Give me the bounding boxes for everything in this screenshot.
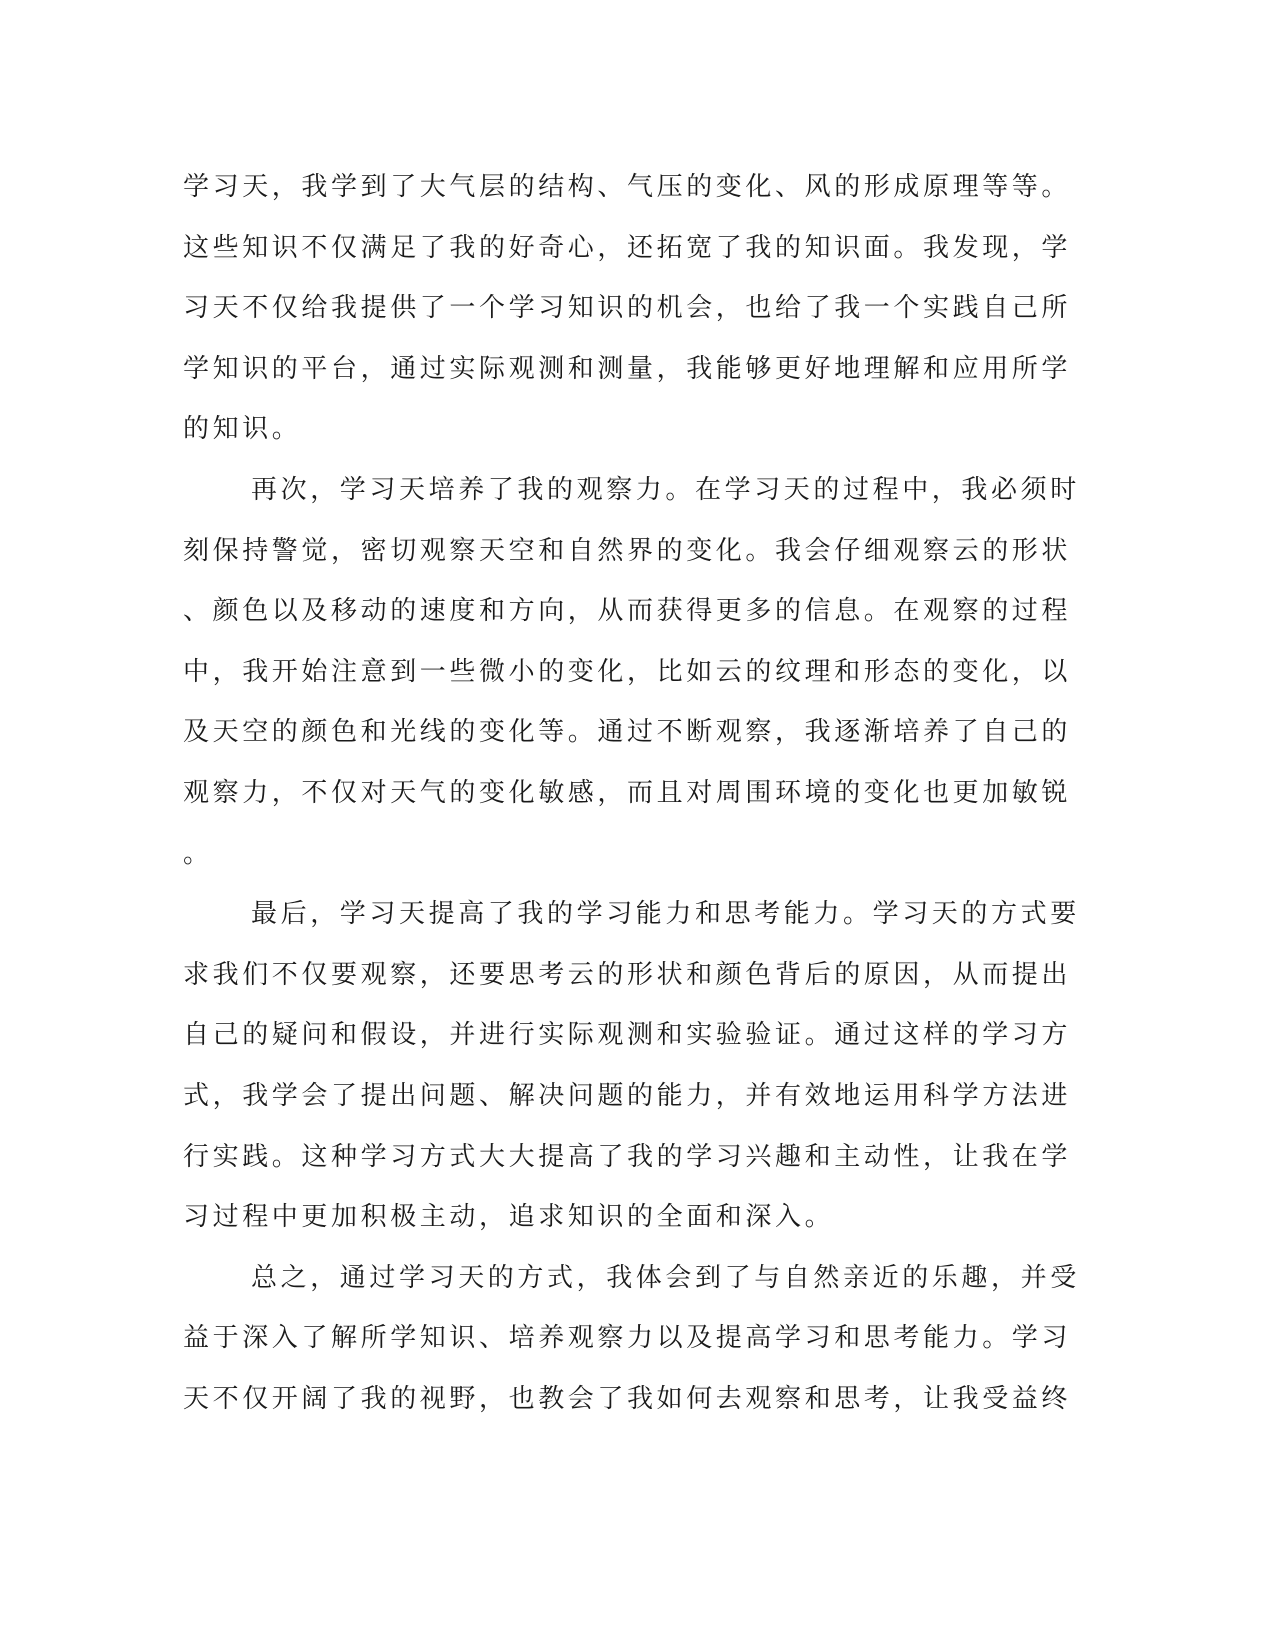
paragraph-2: [183, 460, 1080, 884]
text-line: 再次，学习天培养了我的观察力。在学习天的过程中，我必须时: [251, 474, 1080, 505]
text-line: 益于深入了解所学知识、培养观察力以及提高学习和思考能力。学习: [183, 1323, 1072, 1354]
text-line: 最后，学习天提高了我的学习能力和思考能力。学习天的方式要: [251, 899, 1080, 930]
paragraph-3: [183, 884, 1080, 1248]
text-line: 的知识。: [183, 414, 302, 445]
text-line: 学知识的平台，通过实际观测和测量，我能够更好地理解和应用所学: [183, 353, 1072, 384]
text-line: 观察力，不仅对天气的变化敏感，而且对周围环境的变化也更加敏锐: [183, 777, 1072, 808]
text-line: 及天空的颜色和光线的变化等。通过不断观察，我逐渐培养了自己的: [183, 717, 1072, 748]
paragraph-4: [183, 1248, 1080, 1430]
text-line: 这些知识不仅满足了我的好奇心，还拓宽了我的知识面。我发现，学: [183, 232, 1072, 263]
text-line: 自己的疑问和假设，并进行实际观测和实验验证。通过这样的学习方: [183, 1020, 1072, 1051]
text-line: 行实践。这种学习方式大大提高了我的学习兴趣和主动性，让我在学: [183, 1141, 1072, 1172]
text-line: 刻保持警觉，密切观察天空和自然界的变化。我会仔细观察云的形状: [183, 535, 1072, 566]
text-line: 天不仅开阔了我的视野，也教会了我如何去观察和思考，让我受益终: [183, 1383, 1072, 1414]
text-line: 。: [183, 838, 213, 869]
text-line: 学习天，我学到了大气层的结构、气压的变化、风的形成原理等等。: [183, 172, 1072, 202]
text-line: 中，我开始注意到一些微小的变化，比如云的纹理和形态的变化，以: [183, 656, 1072, 687]
text-line: 求我们不仅要观察，还要思考云的形状和颜色背后的原因，从而提出: [183, 959, 1072, 990]
body-text: [183, 157, 1080, 1429]
text-line: 习天不仅给我提供了一个学习知识的机会，也给了我一个实践自己所: [183, 293, 1072, 324]
text-line: 习过程中更加积极主动，追求知识的全面和深入。: [183, 1202, 835, 1233]
text-line: 总之，通过学习天的方式，我体会到了与自然亲近的乐趣，并受: [251, 1262, 1080, 1293]
paragraph-1: [183, 157, 1072, 460]
text-line: 、颜色以及移动的速度和方向，从而获得更多的信息。在观察的过程: [183, 596, 1072, 627]
text-line: 式，我学会了提出问题、解决问题的能力，并有效地运用科学方法进: [183, 1080, 1072, 1111]
